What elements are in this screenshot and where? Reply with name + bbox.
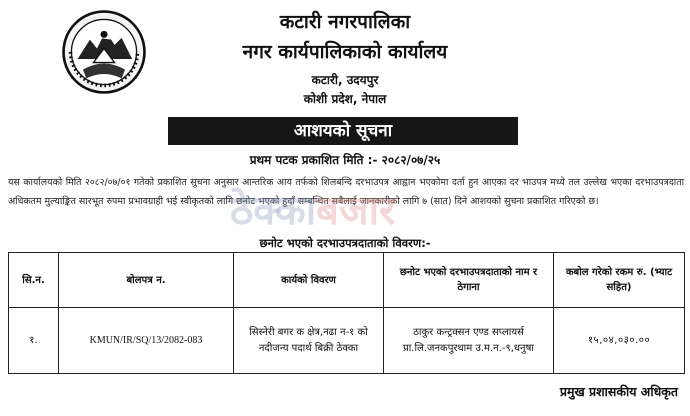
- table-title: छनोट भएको दरभाउपत्रदाताको विवरण:-: [259, 236, 431, 250]
- table-row: [9, 308, 685, 374]
- office-name: कटारी नगरपालिका: [279, 11, 411, 33]
- signatory: प्रमुख प्रशासकीय अधिकृत: [559, 384, 678, 399]
- table-header-row: [9, 253, 685, 308]
- header-work: कार्यको विवरण: [234, 253, 384, 308]
- header-bid-no: बोलपत्र न.: [59, 253, 234, 308]
- header-amount: कबोल गरेको रकम रु. (भ्याट सहित): [554, 253, 685, 308]
- cell-bid-no: KMUN/IR/SQ/13/2082-083: [59, 308, 234, 374]
- watermark: [230, 181, 450, 241]
- cell-amount: १५,०४,०३०.००: [554, 308, 685, 374]
- office-province: कोशी प्रदेश, नेपाल: [303, 92, 387, 106]
- cell-bidder: ठाकुर कन्ट्रक्सन एण्ड सप्लायर्स प्रा.लि.जनकपुरधाम उ.म.न.-९,धनुषा: [384, 308, 554, 374]
- notice-title: आशयको सूचना: [168, 117, 518, 145]
- header-bidder: छनोट भएको दरभाउपत्रदाताको नाम र ठेगाना: [384, 253, 554, 308]
- selected-bidder-table: [8, 252, 685, 374]
- office-address: कटारी, उदयपुर: [311, 73, 379, 87]
- watermark-part2: बजार: [316, 189, 396, 233]
- watermark-part1: ठेक्का: [230, 189, 317, 233]
- header-sn: सि.न.: [9, 253, 59, 308]
- publication-date: प्रथम पटक प्रकाशित मिति :- २०८२/०७/२५: [249, 153, 441, 167]
- office-subtitle: नगर कार्यपालिकाको कार्यालय: [242, 41, 448, 63]
- notice-body: यस कार्यालयको मिति २०८२/०७/०१ गतेको प्रकाशित सुचना अनुसार आन्तरिक आय तर्फको शिलबन्दि दरभाउपत्र आह्वान भएकोमा दर्ता हुन आएका दर भाउपत्र मध्ये तल उल्लेख भएका दरभाउपत्रदाता अधिकतम मुल्याङ्कित सारभूत रुपमा प्रभावग्राही भई स्वीकृतको लागि छनोट भएको हुदाँ सम्बन्धित सबैलाई जानकारीको लागि ७ (सात) दिने आशयको सुचना प्रकाशित गरिएको छ।: [8, 177, 684, 207]
- cell-sn: १.: [9, 308, 59, 374]
- cell-work: सिस्नेरी बगर क क्षेत्र,नढा न-१ को नदीजन्य पदार्थ बिक्री ठेक्का: [234, 308, 384, 374]
